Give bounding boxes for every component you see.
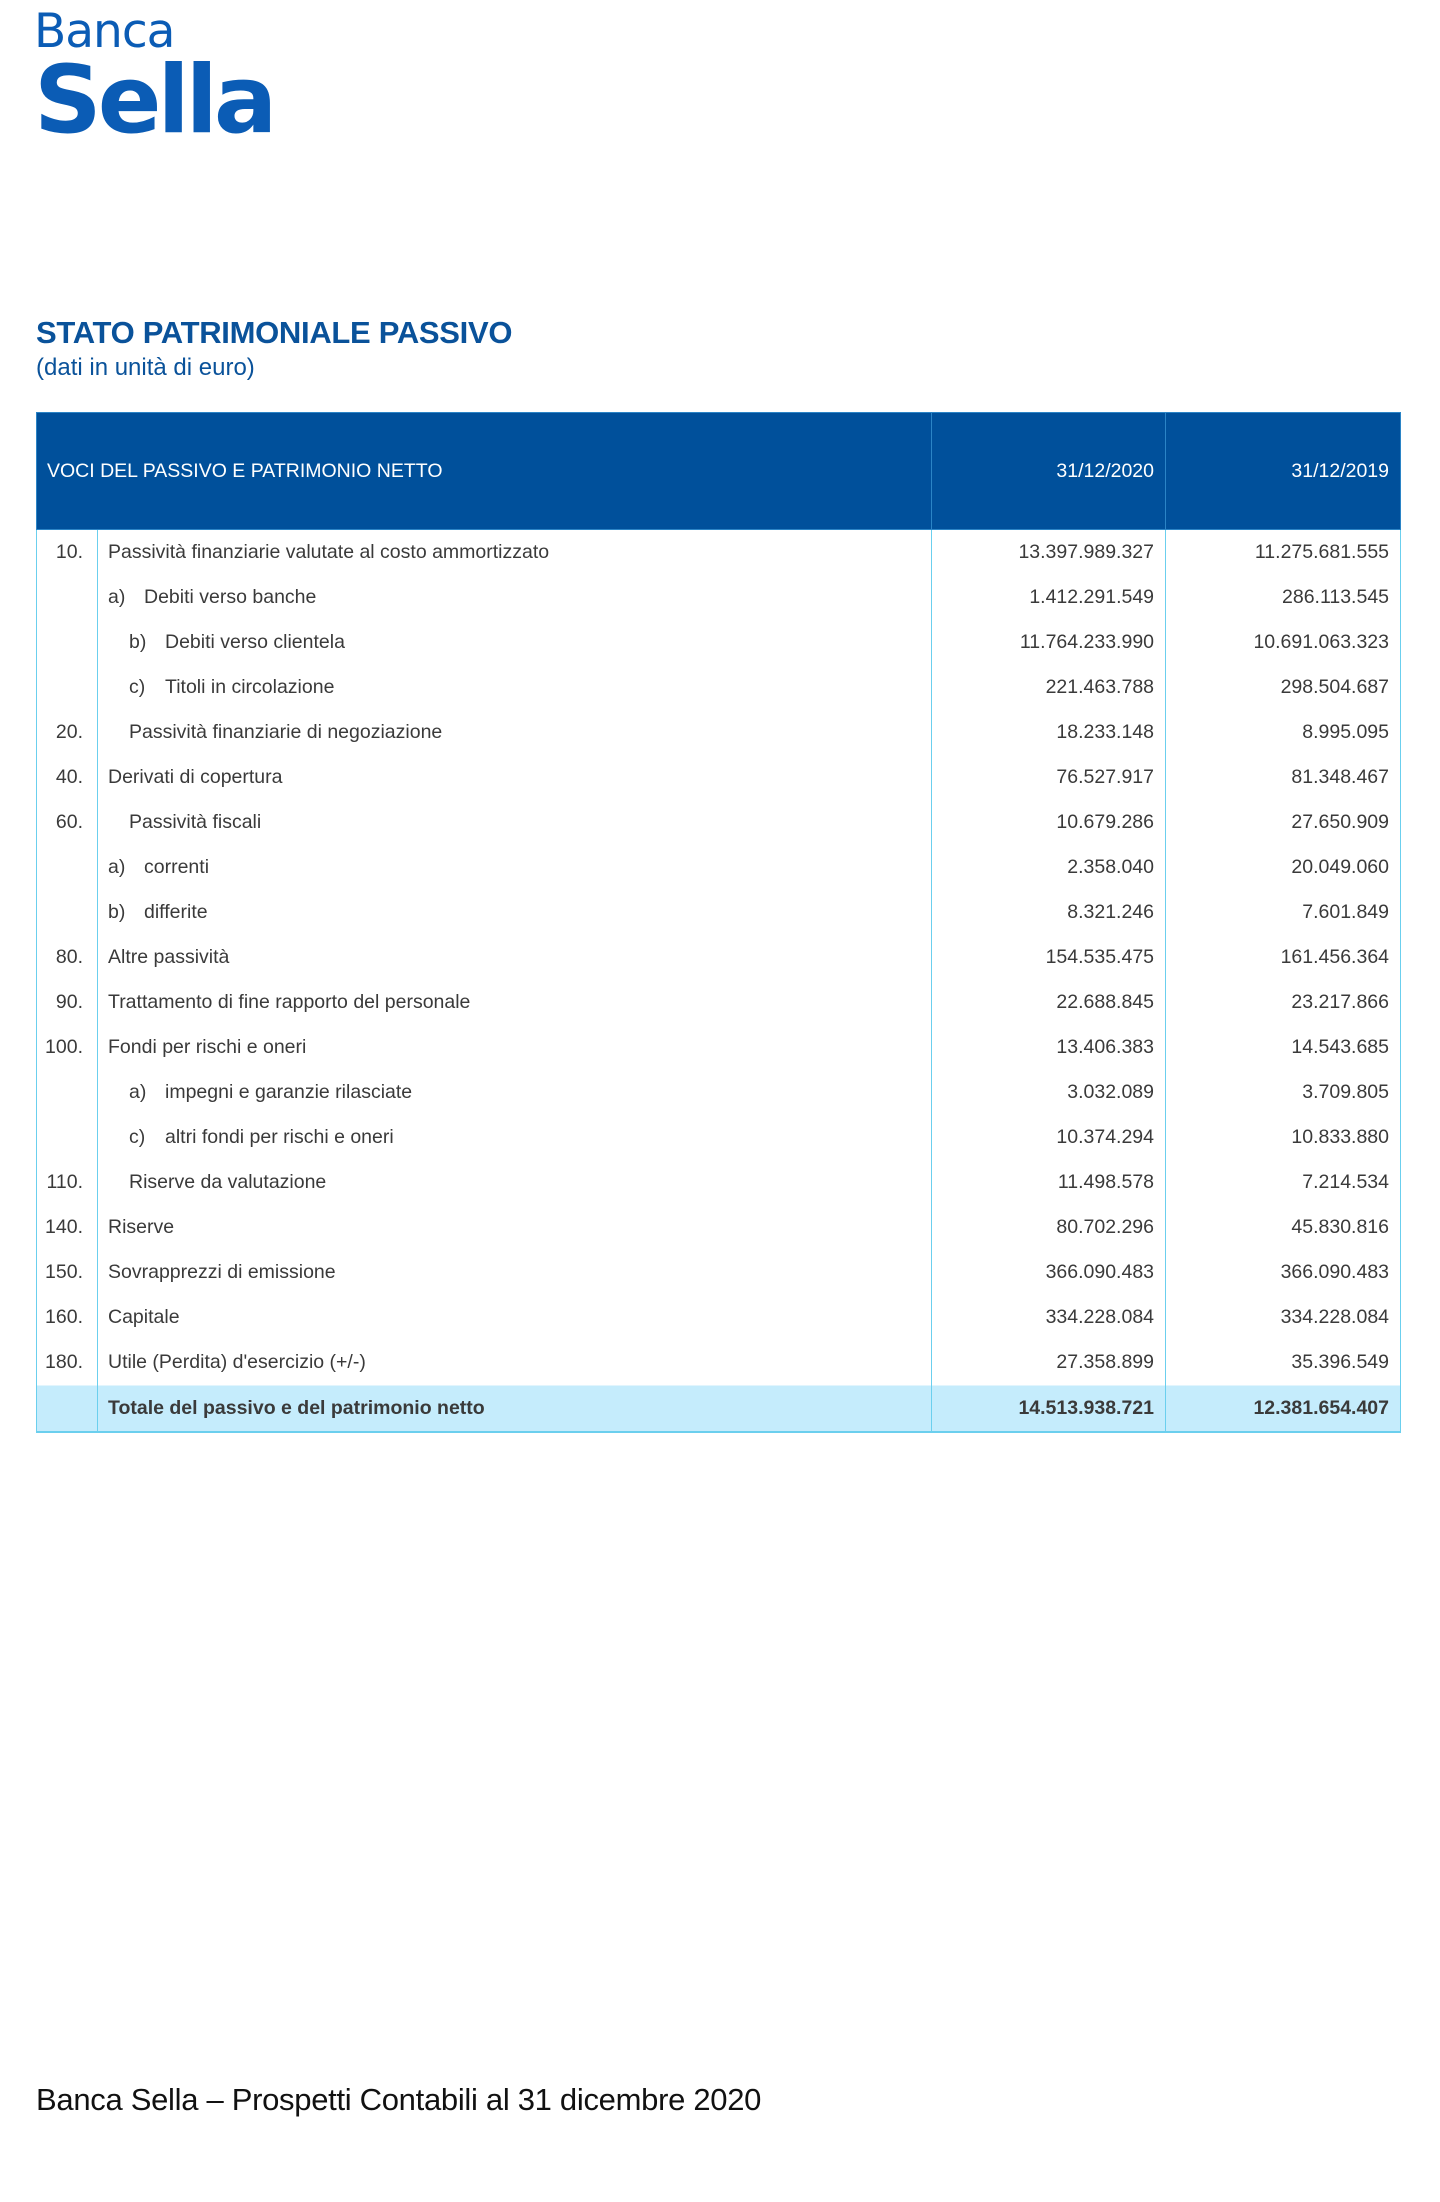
row-sub-letter: a)	[108, 856, 126, 878]
row-number	[37, 665, 98, 710]
row-number: 110.	[37, 1160, 98, 1205]
row-number: 20.	[37, 710, 98, 755]
row-value-2020: 22.688.845	[932, 980, 1166, 1025]
row-value-2020: 10.679.286	[932, 800, 1166, 845]
section-heading	[36, 314, 512, 384]
total-value-2020: 14.513.938.721	[932, 1386, 1166, 1433]
row-number: 40.	[37, 755, 98, 800]
row-label: Riserve da valutazione	[129, 1171, 327, 1193]
table-row	[37, 1295, 1401, 1340]
row-value-2020: 221.463.788	[932, 665, 1166, 710]
row-value-2020: 80.702.296	[932, 1205, 1166, 1250]
row-description	[98, 1160, 932, 1205]
row-value-2020: 13.406.383	[932, 1025, 1166, 1070]
balance-sheet-liabilities-table	[36, 412, 1401, 1433]
row-label: Passività fiscali	[129, 811, 262, 833]
table-row	[37, 800, 1401, 845]
row-description	[98, 1070, 932, 1115]
row-description	[98, 935, 932, 980]
row-value-2019: 45.830.816	[1166, 1205, 1401, 1250]
row-label: impegni e garanzie rilasciate	[165, 1081, 413, 1103]
row-value-2019: 35.396.549	[1166, 1340, 1401, 1386]
row-description	[98, 1025, 932, 1070]
row-number	[37, 845, 98, 890]
row-value-2019: 7.601.849	[1166, 890, 1401, 935]
table-row	[37, 980, 1401, 1025]
page-footer: Banca Sella – Prospetti Contabili al 31 dicembre 2020	[36, 2082, 762, 2117]
row-value-2020: 3.032.089	[932, 1070, 1166, 1115]
row-number: 60.	[37, 800, 98, 845]
banca-sella-logo	[34, 4, 274, 155]
row-description	[98, 1340, 932, 1386]
row-label: Utile (Perdita) d'esercizio (+/-)	[108, 1351, 366, 1373]
row-description	[98, 1205, 932, 1250]
row-value-2019: 3.709.805	[1166, 1070, 1401, 1115]
row-label: differite	[144, 901, 208, 923]
row-sub-letter: c)	[129, 1126, 146, 1148]
row-description	[98, 1250, 932, 1295]
row-number	[37, 575, 98, 620]
row-value-2019: 14.543.685	[1166, 1025, 1401, 1070]
row-label: Sovrapprezzi di emissione	[108, 1261, 336, 1283]
total-num-cell	[37, 1386, 98, 1433]
row-value-2019: 366.090.483	[1166, 1250, 1401, 1295]
row-number	[37, 1070, 98, 1115]
row-value-2020: 2.358.040	[932, 845, 1166, 890]
row-value-2020: 13.397.989.327	[932, 530, 1166, 576]
row-number: 80.	[37, 935, 98, 980]
row-label: Debiti verso clientela	[165, 631, 345, 653]
row-description	[98, 710, 932, 755]
row-sub-letter: c)	[129, 676, 146, 698]
table-row	[37, 890, 1401, 935]
row-label: correnti	[144, 856, 210, 878]
row-label: Debiti verso banche	[144, 586, 317, 608]
total-row	[37, 1386, 1401, 1433]
table-header-row	[37, 413, 1401, 530]
row-value-2019: 298.504.687	[1166, 665, 1401, 710]
row-sub-letter: b)	[108, 901, 126, 923]
table-row	[37, 845, 1401, 890]
row-label: Passività finanziarie valutate al costo ammortizzato	[108, 541, 550, 563]
row-value-2019: 23.217.866	[1166, 980, 1401, 1025]
row-label: Altre passività	[108, 946, 230, 968]
row-number: 150.	[37, 1250, 98, 1295]
table-row	[37, 620, 1401, 665]
row-label: Trattamento di fine rapporto del personale	[108, 991, 471, 1013]
row-label: Titoli in circolazione	[165, 676, 335, 698]
row-sub-letter: b)	[129, 631, 147, 653]
row-value-2019: 7.214.534	[1166, 1160, 1401, 1205]
table-row	[37, 1205, 1401, 1250]
table-row	[37, 1025, 1401, 1070]
row-value-2020: 8.321.246	[932, 890, 1166, 935]
row-number: 180.	[37, 1340, 98, 1386]
row-number: 100.	[37, 1025, 98, 1070]
page-title: STATO PATRIMONIALE PASSIVO	[36, 315, 513, 350]
row-value-2019: 20.049.060	[1166, 845, 1401, 890]
row-value-2019: 27.650.909	[1166, 800, 1401, 845]
table-row	[37, 935, 1401, 980]
header-description: VOCI DEL PASSIVO E PATRIMONIO NETTO	[37, 413, 932, 530]
table-row	[37, 710, 1401, 755]
row-number	[37, 890, 98, 935]
table-row	[37, 575, 1401, 620]
row-description	[98, 890, 932, 935]
table-row	[37, 1115, 1401, 1160]
row-value-2019: 10.691.063.323	[1166, 620, 1401, 665]
row-sub-letter: a)	[129, 1081, 147, 1103]
row-value-2020: 334.228.084	[932, 1295, 1166, 1340]
row-description	[98, 755, 932, 800]
row-value-2020: 11.764.233.990	[932, 620, 1166, 665]
row-number: 160.	[37, 1295, 98, 1340]
table-row	[37, 530, 1401, 576]
row-description	[98, 845, 932, 890]
row-label: altri fondi per rischi e oneri	[165, 1126, 394, 1148]
row-value-2019: 8.995.095	[1166, 710, 1401, 755]
row-description	[98, 1295, 932, 1340]
row-label: Riserve	[108, 1216, 175, 1238]
logo-line-banca: Banca	[34, 4, 175, 59]
row-description	[98, 575, 932, 620]
row-value-2019: 11.275.681.555	[1166, 530, 1401, 576]
row-label: Derivati di copertura	[108, 766, 283, 788]
row-sub-letter: a)	[108, 586, 126, 608]
logo-line-sella: Sella	[34, 46, 274, 155]
row-value-2020: 154.535.475	[932, 935, 1166, 980]
row-label: Capitale	[108, 1306, 180, 1328]
row-number: 90.	[37, 980, 98, 1025]
row-label: Fondi per rischi e oneri	[108, 1036, 307, 1058]
row-value-2020: 27.358.899	[932, 1340, 1166, 1386]
row-value-2020: 366.090.483	[932, 1250, 1166, 1295]
row-value-2019: 334.228.084	[1166, 1295, 1401, 1340]
table-row	[37, 755, 1401, 800]
row-description	[98, 1115, 932, 1160]
row-value-2019: 286.113.545	[1166, 575, 1401, 620]
page-subtitle: (dati in unità di euro)	[36, 354, 255, 381]
table-row	[37, 665, 1401, 710]
table-body	[37, 530, 1401, 1433]
row-value-2020: 1.412.291.549	[932, 575, 1166, 620]
row-description	[98, 620, 932, 665]
header-2020: 31/12/2020	[932, 413, 1166, 530]
total-label: Totale del passivo e del patrimonio netto	[98, 1386, 932, 1433]
row-description	[98, 980, 932, 1025]
table-row	[37, 1340, 1401, 1386]
row-value-2019: 161.456.364	[1166, 935, 1401, 980]
row-value-2020: 10.374.294	[932, 1115, 1166, 1160]
total-value-2019: 12.381.654.407	[1166, 1386, 1401, 1433]
table-row	[37, 1250, 1401, 1295]
header-2019: 31/12/2019	[1166, 413, 1401, 530]
row-description	[98, 530, 932, 576]
row-number	[37, 620, 98, 665]
row-value-2020: 76.527.917	[932, 755, 1166, 800]
row-label: Passività finanziarie di negoziazione	[129, 721, 443, 743]
row-value-2020: 18.233.148	[932, 710, 1166, 755]
row-value-2019: 10.833.880	[1166, 1115, 1401, 1160]
table-row	[37, 1160, 1401, 1205]
row-description	[98, 800, 932, 845]
row-number: 10.	[37, 530, 98, 576]
row-value-2020: 11.498.578	[932, 1160, 1166, 1205]
row-number	[37, 1115, 98, 1160]
table-row	[37, 1070, 1401, 1115]
row-description	[98, 665, 932, 710]
row-value-2019: 81.348.467	[1166, 755, 1401, 800]
row-number: 140.	[37, 1205, 98, 1250]
